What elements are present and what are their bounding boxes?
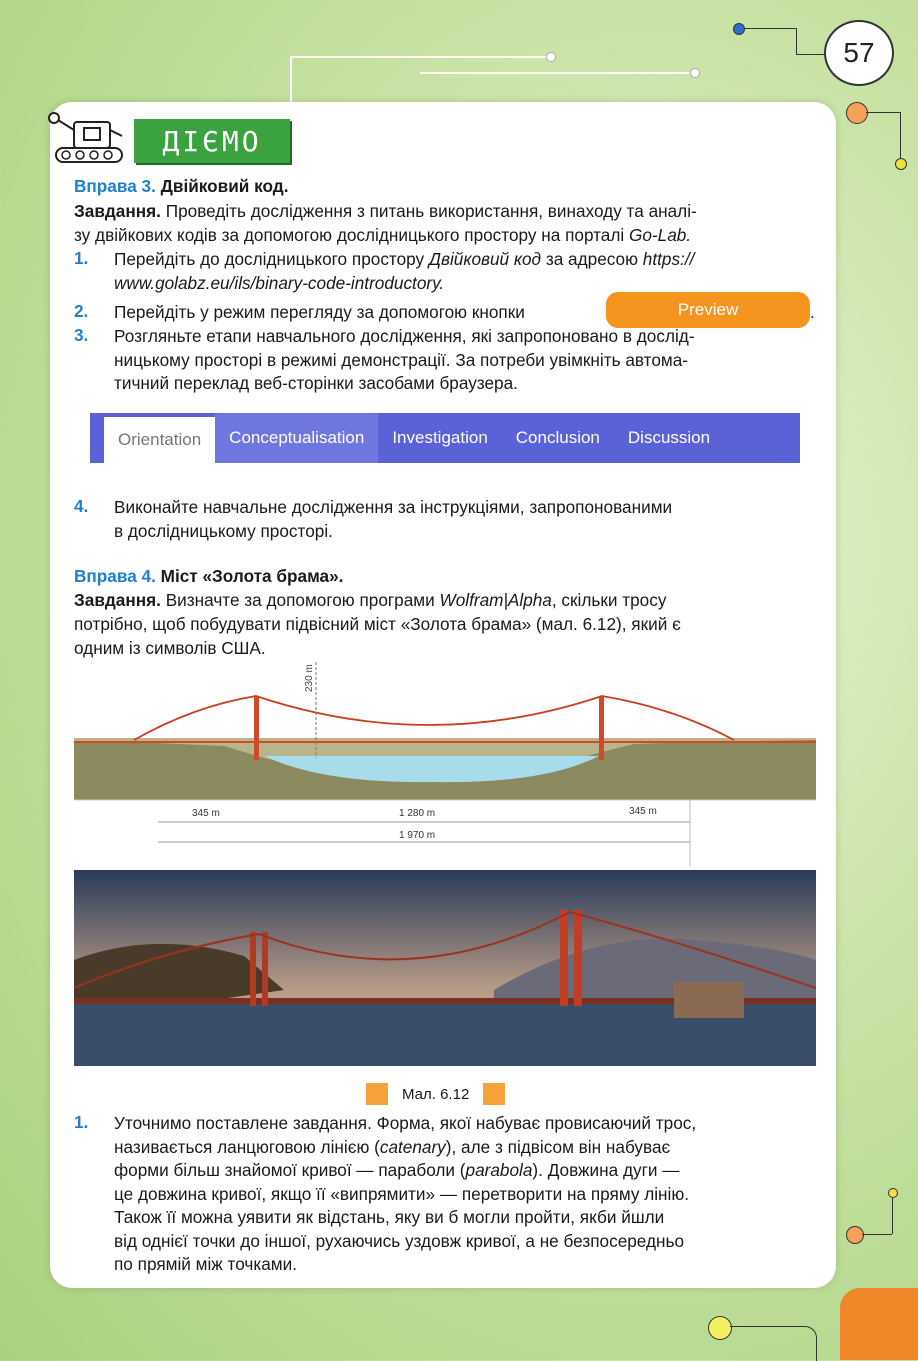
fort (674, 982, 744, 1018)
item-text: тичний переклад веб-сторінки засобами браузера. (114, 373, 518, 393)
task-text: , скільки тросу (551, 590, 667, 610)
inquiry-phase-tabs (90, 413, 800, 463)
url-link[interactable]: www.golabz.eu/ils/binary-code-introductory. (114, 272, 445, 293)
exercise-4-task-line3: одним із символів США. (74, 638, 266, 658)
item-text: за адресою (541, 249, 643, 269)
total-length-label: 1 970 m (399, 830, 436, 841)
decor-line (796, 28, 827, 55)
main-cable (134, 696, 734, 740)
left-span-label: 345 m (192, 808, 220, 819)
list-number: 1. (74, 248, 89, 268)
list-item (114, 1112, 816, 1277)
task-text: Визначте за допомогою програми (165, 590, 440, 610)
list-number: 3. (74, 325, 89, 345)
list-number: 1. (74, 1112, 89, 1132)
decor-line (866, 112, 900, 113)
figure-caption (366, 1082, 526, 1106)
item-text: ). Довжина дуги — (532, 1160, 680, 1180)
item-period: . (810, 302, 815, 322)
decor-dot (888, 1188, 898, 1198)
item-text: Перейдіть до дослідницького простору (114, 249, 429, 269)
bridge-tower (560, 910, 568, 1006)
decor-dot (846, 102, 868, 124)
item-text: це довжина кривої, якщо її «випрямити» — перетворити на пряму лінію. (114, 1183, 690, 1204)
item-text: Розгляньте етапи навчального дослідження, які запропоновано в дослід- (114, 326, 695, 346)
decor-line (862, 1234, 892, 1235)
list-item (114, 496, 816, 543)
url-link: https:// (642, 249, 695, 269)
task-label: Завдання. (74, 201, 161, 221)
item-text: ницькому просторі в режимі демонстрації. За потреби увімкніть автома- (114, 349, 688, 370)
tab-discussion[interactable]: Discussion (627, 428, 711, 447)
decor-line (892, 1196, 893, 1234)
task-text: зу двійкових кодів за допомогою дослідницького простору на порталі (74, 225, 629, 245)
item-text: Також її можна уявити як відстань, яку ви б могли пройти, якби йшли (114, 1207, 665, 1227)
exercise-4-task (74, 589, 816, 613)
exercise-3-heading (74, 175, 288, 199)
item-text: по прямій між точками. (114, 1254, 298, 1274)
item-text: Уточнимо поставлене завдання. Форма, якої набуває провисаючий трос, (114, 1113, 697, 1133)
decor-dot (895, 158, 907, 170)
exercise-title: Двійковий код. (160, 176, 289, 196)
page-corner-tab (840, 1288, 918, 1360)
exercise-title: Міст «Золота брама». (160, 566, 344, 586)
task-text: Проведіть дослідження з питань використання, винаходу та аналі- (165, 201, 697, 221)
item-text: форми більш знайомої кривої — параболи ( (114, 1160, 466, 1180)
robot-icon (44, 110, 128, 166)
height-label: 230 m (304, 664, 315, 692)
caption-marker (483, 1083, 505, 1105)
exercise-label: Вправа 3. (74, 176, 156, 196)
item-text: ), але з підвісом він набуває (445, 1136, 671, 1157)
preview-button[interactable]: Preview (606, 292, 810, 328)
exercise-4-task-line2: потрібно, щоб побудувати підвісний міст «Золота брама» (мал. 6.12), який є (74, 614, 681, 634)
tower-left (254, 696, 259, 760)
program-name: Wolfram|Alpha (439, 590, 552, 610)
decor-line (420, 72, 695, 74)
list-number: 2. (74, 301, 89, 321)
exercise-3-task (74, 200, 816, 224)
decor-line (290, 56, 292, 102)
tab-orientation[interactable]: Orientation (104, 417, 215, 463)
bridge-tower (574, 910, 582, 1006)
decor-dot (708, 1316, 732, 1340)
bridge-tower (262, 932, 268, 1006)
decor-dot (733, 23, 745, 35)
exercise-4-heading (74, 565, 343, 589)
bridge-photo (74, 870, 816, 1066)
caption-text: Мал. 6.12 (402, 1085, 470, 1103)
item-text: називається ланцюговою лінією ( (114, 1136, 380, 1157)
item-text: Перейдіть у режим перегляду за допомогою кнопки (114, 302, 525, 322)
tower-right (599, 696, 604, 760)
term: parabola (465, 1160, 533, 1180)
item-text: Виконайте навчальне дослідження за інструкціями, запропонованими (114, 497, 673, 517)
decor-line (730, 1326, 817, 1361)
item-text: від однієї точки до іншої, рухаючись уздовж кривої, а не безпосередньо (114, 1230, 685, 1251)
list-item (114, 325, 816, 396)
exercise-label: Вправа 4. (74, 566, 156, 586)
tab-conclusion[interactable]: Conclusion (515, 428, 600, 447)
decor-line (900, 112, 901, 160)
list-item (114, 248, 816, 295)
bridge-diagram (74, 658, 816, 866)
right-span-label: 345 m (629, 806, 657, 817)
tab-conceptualisation[interactable]: Conceptualisation (215, 413, 378, 463)
section-badge: ДІЄМО (134, 119, 290, 163)
task-label: Завдання. (74, 590, 161, 610)
term: catenary (379, 1136, 446, 1157)
decor-dot (846, 1226, 864, 1244)
decor-line (290, 56, 550, 58)
item-italic: Двійковий код (428, 249, 542, 269)
decor-dot (546, 52, 556, 62)
exercise-3-task-line2 (74, 224, 816, 248)
decor-dot (690, 68, 700, 78)
bridge-tower (250, 932, 256, 1006)
tab-investigation[interactable]: Investigation (392, 428, 488, 447)
item-text: в дослідницькому просторі. (114, 520, 333, 541)
caption-marker (366, 1083, 388, 1105)
portal-name: Go-Lab. (628, 225, 692, 245)
page-number: 57 (824, 20, 894, 86)
decor-line (740, 28, 796, 29)
list-number: 4. (74, 496, 89, 516)
main-span-label: 1 280 m (399, 808, 436, 819)
